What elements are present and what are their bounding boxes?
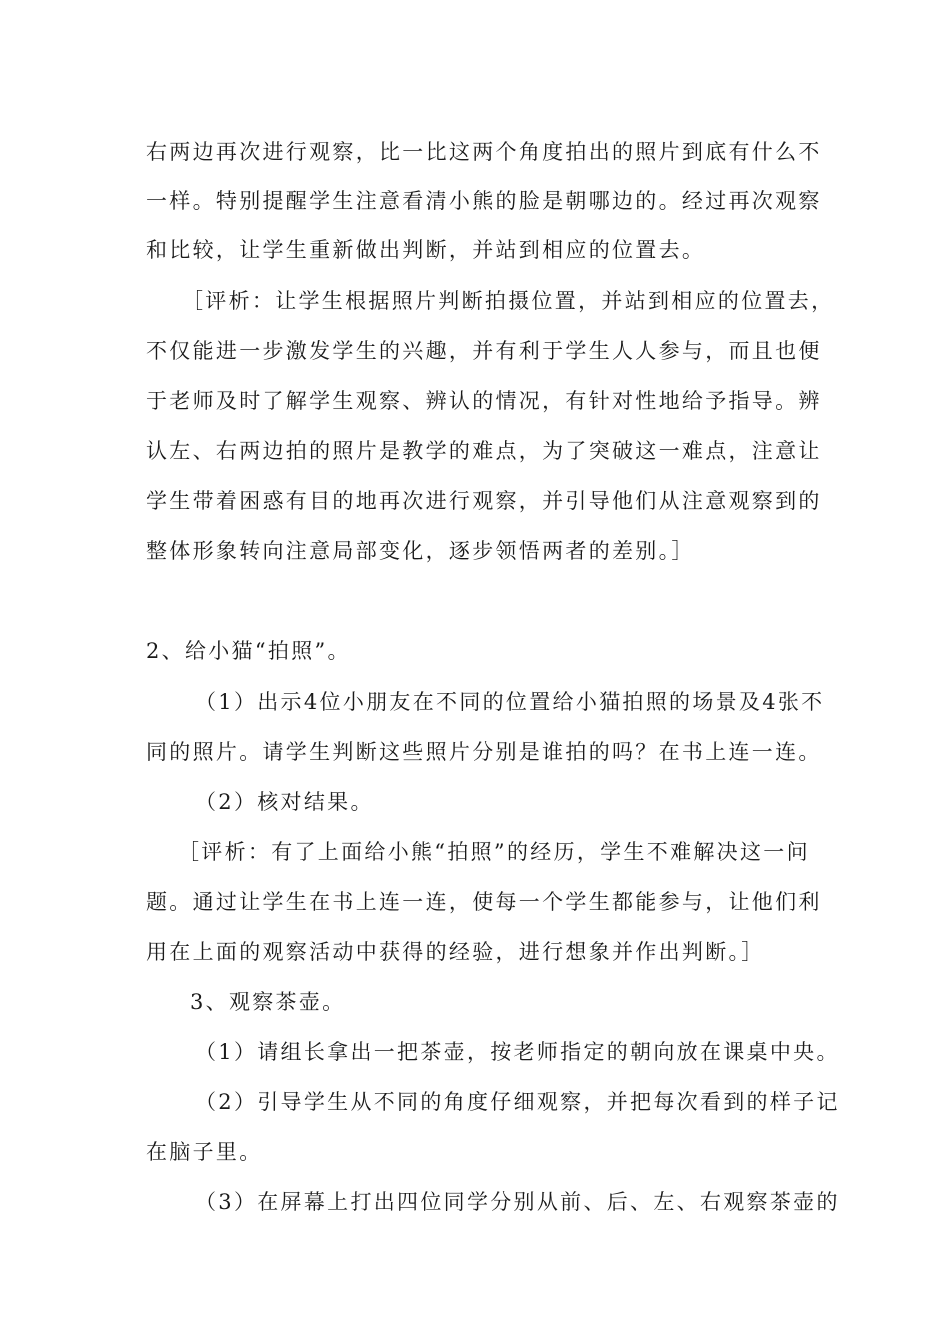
comment-line: 于老师及时了解学生观察、辨认的情况，有针对性地给予指导。辨 <box>146 389 822 413</box>
section-heading: 3、观察茶壶。 <box>190 990 346 1014</box>
comment-line: ［评析：有了上面给小熊“拍照”的经历，学生不难解决这一问 <box>178 840 810 864</box>
comment-line: 整体形象转向注意局部变化，逐步领悟两者的差别。］ <box>146 539 695 563</box>
comment-line: 学生带着困惑有目的地再次进行观察，并引导他们从注意观察到的 <box>146 489 822 513</box>
text-line: 和比较，让学生重新做出判断，并站到相应的位置去。 <box>146 238 706 262</box>
comment-line: ［评析：让学生根据照片判断拍摄位置，并站到相应的位置去， <box>182 289 835 313</box>
text-line: （3）在屏幕上打出四位同学分别从前、后、左、右观察茶壶的 <box>195 1190 840 1214</box>
comment-line: 题。通过让学生在书上连一连，使每一个学生都能参与，让他们利 <box>146 890 822 914</box>
text-line: 同的照片。请学生判断这些照片分别是谁拍的吗？在书上连一连。 <box>146 740 822 764</box>
text-line: （2）引导学生从不同的角度仔细观察，并把每次看到的样子记 <box>195 1090 840 1114</box>
text-line: 在脑子里。 <box>146 1140 263 1164</box>
comment-line: 认左、右两边拍的照片是教学的难点，为了突破这一难点，注意让 <box>146 439 822 463</box>
text-line: 一样。特别提醒学生注意看清小熊的脸是朝哪边的。经过再次观察 <box>146 189 822 213</box>
text-line: （1）请组长拿出一把茶壶，按老师指定的朝向放在课桌中央。 <box>195 1040 840 1064</box>
text-line: （1）出示4位小朋友在不同的位置给小猫拍照的场景及4张不 <box>195 690 825 714</box>
text-line: 右两边再次进行观察，比一比这两个角度拍出的照片到底有什么不 <box>146 140 822 164</box>
text-line: （2）核对结果。 <box>195 790 374 814</box>
comment-line: 不仅能进一步激发学生的兴趣，并有利于学生人人参与，而且也便 <box>146 339 822 363</box>
comment-line: 用在上面的观察活动中获得的经验，进行想象并作出判断。］ <box>146 940 765 964</box>
section-heading: 2、给小猫“拍照”。 <box>146 639 351 663</box>
